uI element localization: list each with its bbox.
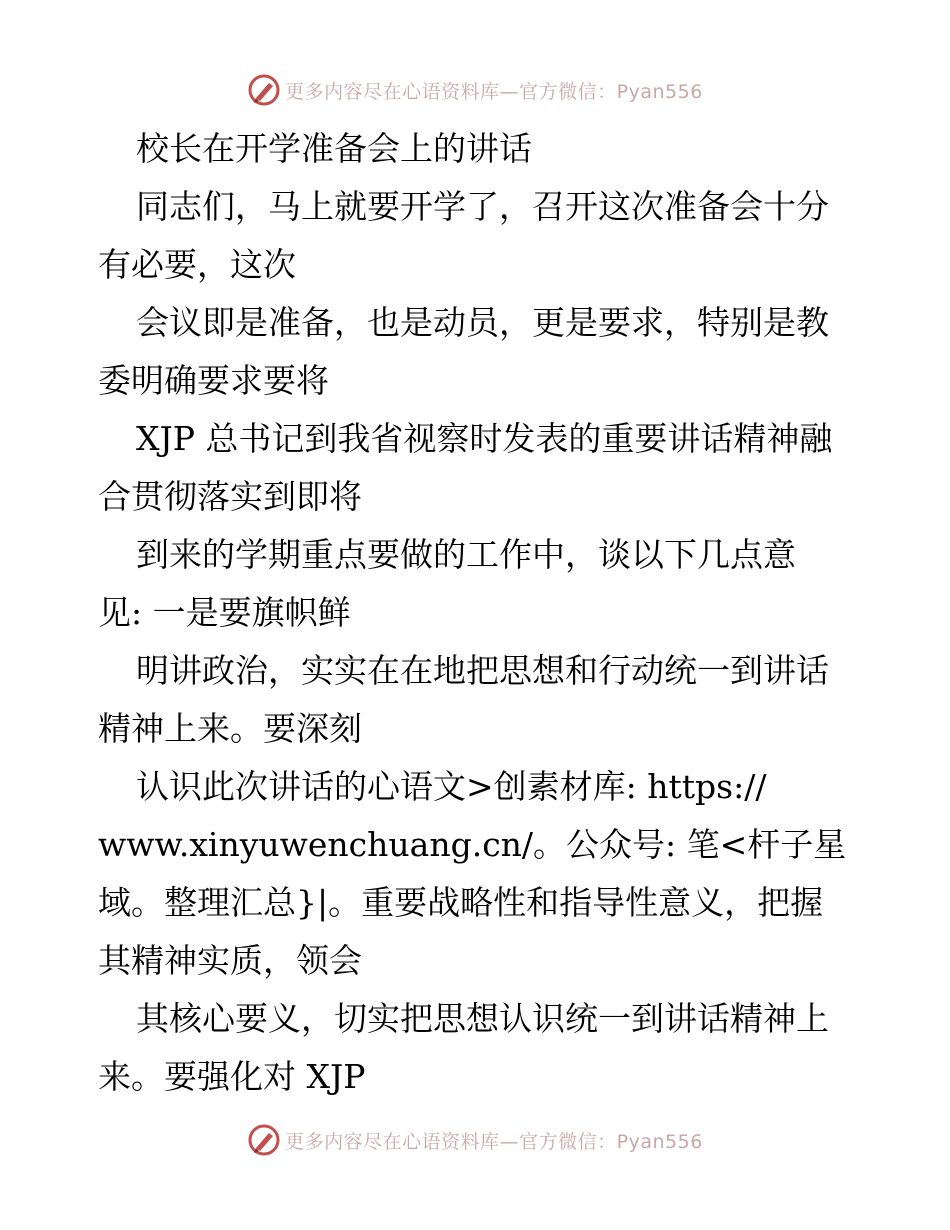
paragraph-line: 来。要强化对 XJP — [98, 1057, 366, 1096]
paragraph-line: 合贯彻落实到即将 — [98, 477, 362, 516]
paragraph-line: 其核心要义，切实把思想认识统一到讲话精神上 — [136, 999, 829, 1038]
pen-logo-icon — [247, 1123, 281, 1157]
document-title: 校长在开学准备会上的讲话 — [136, 129, 532, 168]
paragraph-line: 委明确要求要将 — [98, 361, 329, 400]
header-watermark — [0, 70, 950, 110]
footer-watermark — [0, 1120, 950, 1160]
paragraph-line: 同志们，马上就要开学了，召开这次准备会十分 — [136, 187, 829, 226]
paragraph-line: 域。整理汇总}|。重要战略性和指导性意义，把握 — [98, 883, 824, 922]
paragraph-line: 精神上来。要深刻 — [98, 709, 362, 748]
watermark-text: 更多内容尽在心语资料库—官方微信：Pyan556 — [285, 1130, 703, 1153]
paragraph-line: www.xinyuwenchuang.cn/。公众号: 笔<杆子星 — [98, 825, 847, 864]
paragraph-line: 其精神实质，领会 — [98, 941, 362, 980]
paragraph-line: 到来的学期重点要做的工作中，谈以下几点意 — [136, 535, 796, 574]
paragraph-line: 认识此次讲话的心语文>创素材库: https:// — [136, 767, 767, 806]
paragraph-line: 明讲政治，实实在在地把思想和行动统一到讲话 — [136, 651, 829, 690]
paragraph-line: 有必要，这次 — [98, 245, 296, 284]
document-body — [98, 120, 858, 1106]
watermark-text: 更多内容尽在心语资料库—官方微信：Pyan556 — [285, 80, 703, 103]
pen-logo-icon — [247, 73, 281, 107]
paragraph-line: XJP 总书记到我省视察时发表的重要讲话精神融 — [136, 419, 833, 458]
paragraph-line: 会议即是准备，也是动员，更是要求，特别是教 — [136, 303, 829, 342]
paragraph-line: 见: 一是要旗帜鲜 — [98, 593, 351, 632]
